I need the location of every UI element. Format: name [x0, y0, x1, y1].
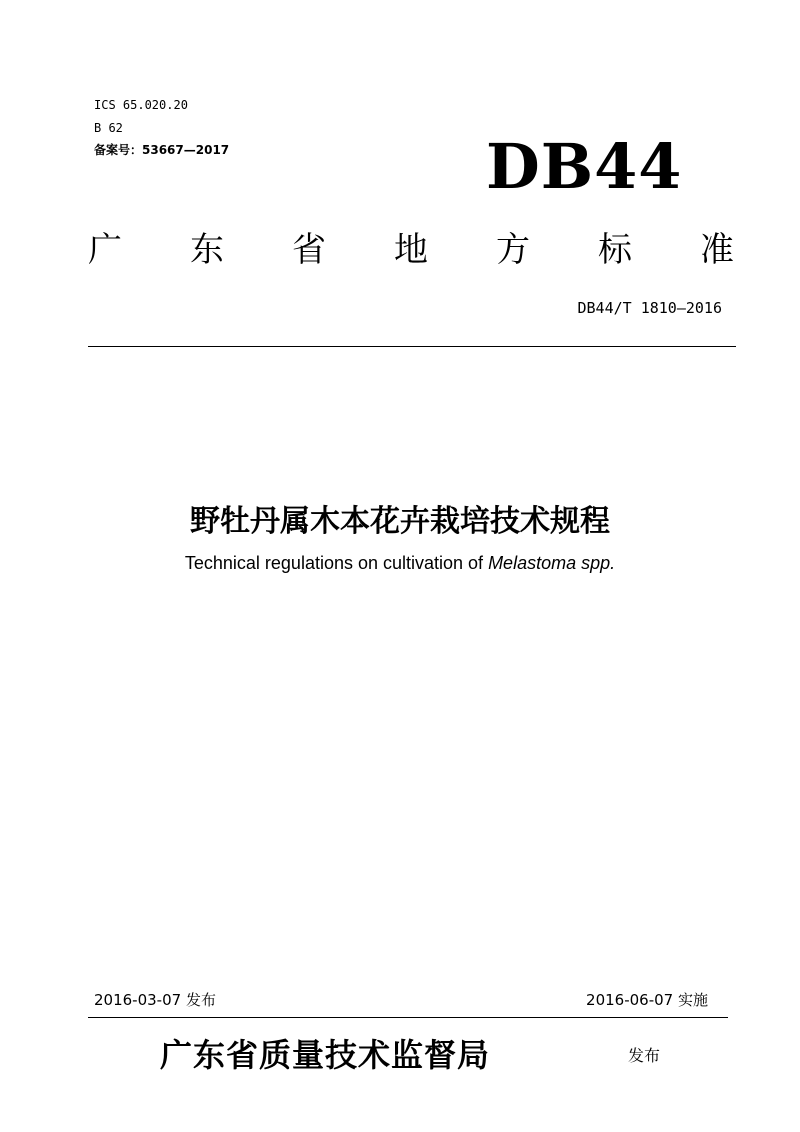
issue-action: 发布 — [628, 1046, 661, 1065]
issue-date: 2016-03-07 发布 — [94, 991, 216, 1009]
ics-code: ICS 65.020.20 — [94, 98, 188, 112]
heading-char: 广 — [88, 230, 122, 270]
standard-type-heading — [88, 222, 734, 271]
heading-char: 方 — [496, 230, 530, 270]
heading-char: 省 — [292, 230, 326, 270]
document-title-cn: 野牡丹属木本花卉栽培技术规程 — [190, 504, 610, 539]
document-title-en — [0, 553, 800, 574]
title-en-main: Technical regulations on cultivation of — [184, 553, 489, 573]
standard-code: DB44/T 1810—2016 — [577, 299, 722, 317]
db44-logo: DB44 — [486, 130, 683, 203]
classification-code: B 62 — [94, 121, 123, 135]
issuing-authority: 广东省质量技术监督局 — [160, 1036, 491, 1074]
title-en-species: Melastoma spp. — [488, 553, 616, 573]
heading-char: 准 — [700, 230, 734, 270]
bottom-divider — [88, 1017, 728, 1018]
top-divider — [88, 346, 736, 347]
filing-number: 备案号：53667—2017 — [94, 143, 230, 157]
heading-char: 东 — [190, 230, 224, 270]
heading-char: 地 — [394, 230, 428, 270]
heading-char: 标 — [598, 230, 632, 270]
implementation-date: 2016-06-07 实施 — [586, 991, 708, 1009]
